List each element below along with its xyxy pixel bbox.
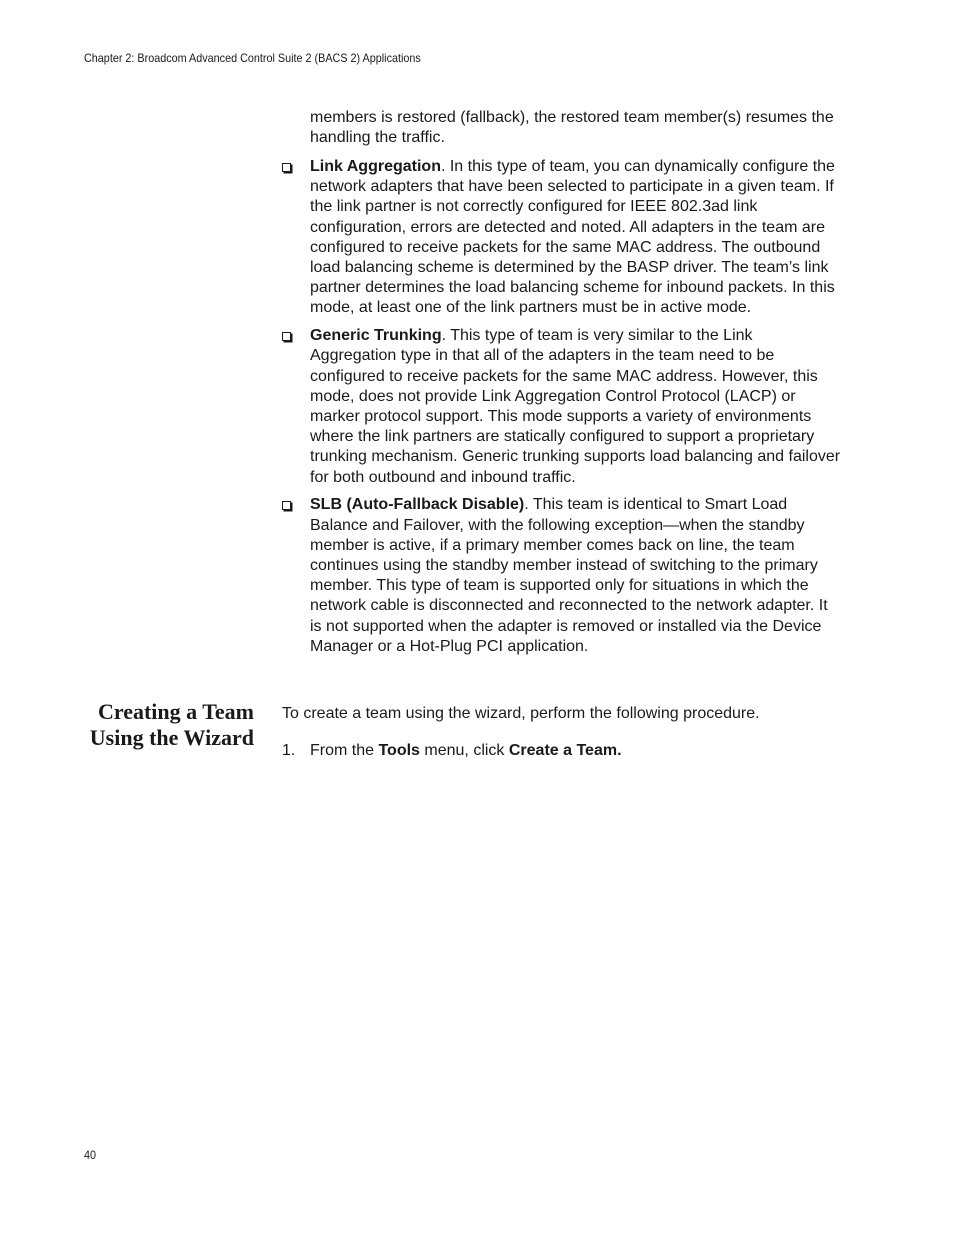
term-slb-auto-fallback-disable: SLB (Auto-Fallback Disable) (310, 496, 525, 514)
page-number: 40 (84, 1148, 97, 1162)
list-item-link-aggregation (280, 157, 842, 319)
step-text-before: From the (310, 742, 379, 759)
section-intro: To create a team using the wizard, perform the following procedure. (282, 705, 760, 722)
step-menu-name: Tools (378, 742, 420, 759)
section-heading-line-2: Using the Wizard (89, 725, 254, 750)
step-text-middle: menu, click (419, 742, 509, 759)
term-generic-trunking: Generic Trunking (310, 327, 442, 345)
procedure-step (282, 741, 622, 761)
section-heading-line-1: Creating a Team (97, 699, 254, 724)
list-item-slb-auto-fallback-disable (280, 495, 842, 657)
term-link-aggregation: Link Aggregation (310, 158, 441, 175)
description-generic-trunking: . This type of team is very similar to the Link Aggregation type in that all of the adapters in the team need to be configured to receive packets for the same MAC address. However, this mode, does not provide Link Aggregation Control Protocol (LACP) or marker protocol support. This mode supports a variety of environments where the link partners are statically configured to support a proprietary trunking mechanism. Generic trunking supports load balancing and failover for both outbound and inbound traffic. (310, 327, 841, 486)
step-command-name: Create a Team. (508, 742, 622, 759)
running-header: Chapter 2: Broadcom Advanced Control Suite 2 (BACS 2) Applications (84, 51, 421, 65)
section-heading (34, 699, 254, 751)
list-item-generic-trunking (280, 326, 842, 488)
checkbox-bullet-icon (282, 501, 291, 510)
description-link-aggregation: . In this type of team, you can dynamically configure the network adapters that have been selected to participate in a given team. If the link partner is not correctly configured for IEEE 802.3ad link configuration, errors are detected and noted. All adapters in the team are configured to receive packets for the same MAC address. The outbound load balancing scheme is determined by the BASP driver. The team’s link partner determines the load balancing scheme for inbound packets. In this mode, at least one of the link partners must be in active mode. (310, 158, 835, 317)
description-slb-auto-fallback-disable: . This team is identical to Smart Load Balance and Failover, with the following exception—when the standby member is active, if a primary member comes back on line, the team continues using the standby member instead of switching to the primary member. This type of team is supported only for situations in which the network cable is disconnected and reconnected to the network adapter. It is not supported when the adapter is removed or installed via the Device Manager or a Hot-Plug PCI application. (310, 496, 828, 655)
checkbox-bullet-icon (282, 332, 291, 341)
continuation-paragraph: members is restored (fallback), the restored team member(s) resumes the handling the traffic. (310, 109, 834, 147)
checkbox-bullet-icon (282, 163, 291, 172)
team-type-list (280, 157, 842, 665)
step-number: 1. (282, 742, 296, 759)
